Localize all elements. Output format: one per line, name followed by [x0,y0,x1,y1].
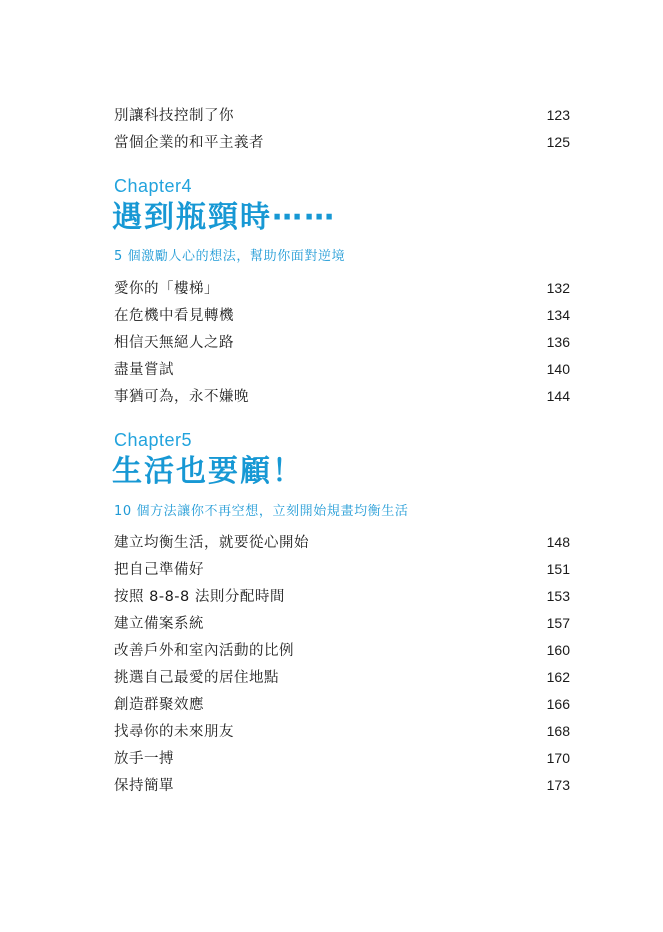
toc-entry [114,306,570,325]
entry-title: 相信天無絕人之路 [114,335,234,351]
entry-title: 事猶可為，永不嫌晚 [114,389,249,405]
entry-title: 當個企業的和平主義者 [114,135,264,151]
entry-title: 挑選自己最愛的居住地點 [114,670,279,686]
entry-title: 盡量嘗試 [114,362,174,378]
entry-title: 別讓科技控制了你 [114,108,234,124]
entry-page: 173 [546,777,570,793]
entry-page: 153 [546,588,570,604]
entry-page: 140 [546,361,570,377]
entry-title: 建立備案系統 [114,616,204,632]
toc-entry [114,641,570,660]
chapter5-title: 生活也要顧！ [112,454,304,489]
entry-page: 151 [546,561,570,577]
toc-entry [114,722,570,741]
entry-page: 136 [546,334,570,350]
chapter4-label: Chapter4 [114,176,193,196]
toc-entry [114,360,570,379]
entry-page: 168 [546,723,570,739]
chapter5-label: Chapter5 [114,430,193,450]
entry-title: 改善戶外和室內活動的比例 [114,643,294,659]
toc-entry [114,749,570,768]
entry-title: 放手一搏 [114,751,174,767]
toc-entry [114,776,570,795]
entry-page: 160 [546,642,570,658]
toc-entry [114,533,570,552]
entry-page: 170 [546,750,570,766]
chapter4-subtitle: 5 個激勵人心的想法，幫助你面對逆境 [114,249,346,264]
entry-page: 144 [546,388,570,404]
toc-entry [114,560,570,579]
toc-entry [114,279,570,298]
entry-page: 157 [546,615,570,631]
entry-page: 123 [546,107,570,123]
chapter4-title: 遇到瓶頸時⋯⋯ [112,200,336,235]
entry-title: 在危機中看見轉機 [114,308,234,324]
toc-entry [114,695,570,714]
entry-title: 按照 8-8-8 法則分配時間 [114,589,285,605]
entry-title: 建立均衡生活，就要從心開始 [114,535,309,551]
entry-page: 132 [546,280,570,296]
toc-entry [114,333,570,352]
toc-entry [114,133,570,152]
entry-title: 把自己準備好 [114,562,204,578]
chapter5-subtitle: 10 個方法讓你不再空想，立刻開始規畫均衡生活 [114,504,409,519]
entry-page: 148 [546,534,570,550]
entry-page: 162 [546,669,570,685]
entry-title: 找尋你的未來朋友 [114,724,234,740]
toc-entry [114,106,570,125]
entry-page: 134 [546,307,570,323]
toc-entry [114,387,570,406]
entry-page: 166 [546,696,570,712]
entry-title: 創造群聚效應 [114,697,204,713]
toc-entry [114,614,570,633]
toc-entry [114,668,570,687]
entry-title: 愛你的「樓梯」 [114,281,219,297]
entry-page: 125 [546,134,570,150]
toc-entry [114,587,570,606]
entry-title: 保持簡單 [114,778,174,794]
